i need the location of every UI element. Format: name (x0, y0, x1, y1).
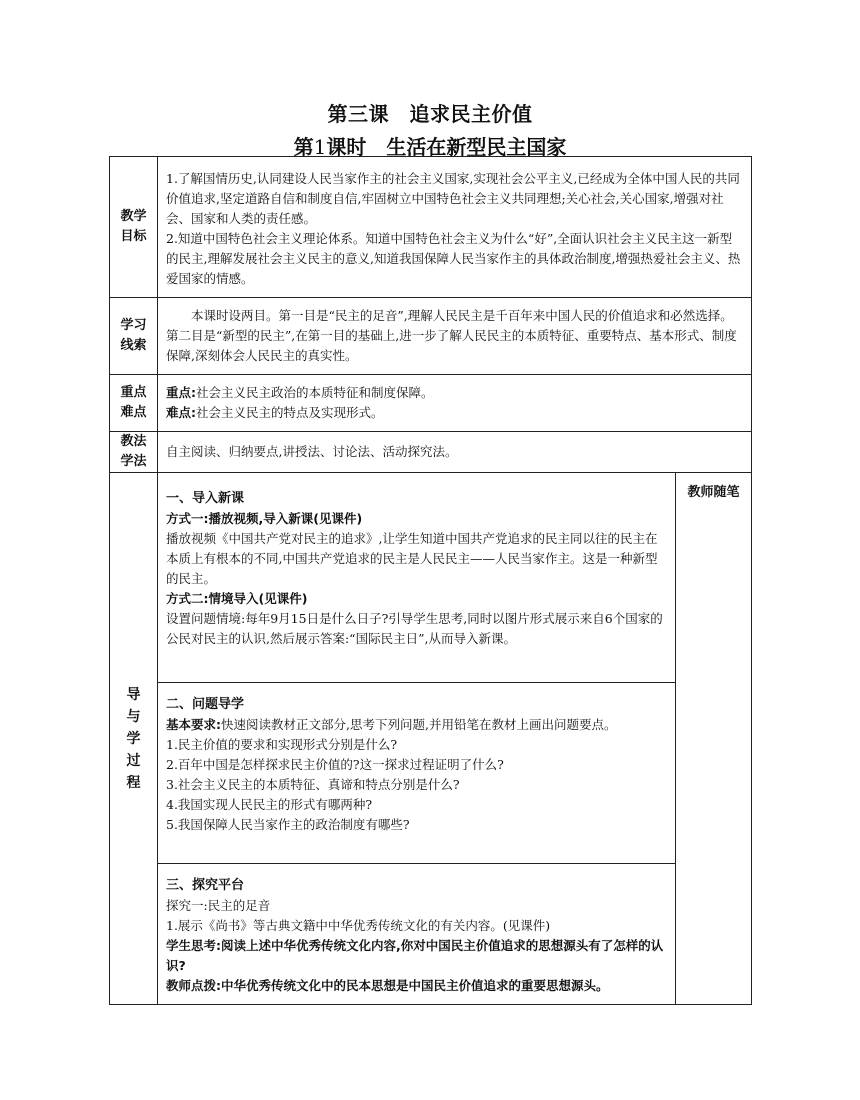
clue-content (158, 298, 752, 375)
teacher-guidance: 教师点拨:中华优秀传统文化中的民本思想是中国民主价值追求的重要思想源头。 (166, 978, 609, 993)
process-label-char-5: 程 (126, 774, 141, 791)
teacher-notes-column (676, 473, 752, 1005)
section-explore-heading: 三、探究平台 (166, 878, 245, 893)
objectives-label-line1: 教学 (120, 209, 147, 224)
objectives-content (158, 157, 752, 298)
student-thinking: 学生思考:阅读上述中华优秀传统文化内容,你对中国民主价值追求的思想源头有了怎样的认识? (166, 938, 664, 973)
intro-mode2-text: 设置问题情境:每年9月15日是什么日子?引导学生思考,同时以图片形式展示来自6个国家的公民对民主的认识,然后展示答案:“国际民主日”,从而导入新课。 (166, 611, 663, 646)
section-questions-heading: 二、问题导学 (166, 697, 245, 712)
question-item: 3.社会主义民主的本质特征、真谛和特点分别是什么? (166, 777, 460, 792)
basic-requirement (166, 715, 667, 735)
process-label (110, 473, 158, 1005)
difficult-point-text: 社会主义民主的特点及实现形式。 (196, 405, 384, 420)
section-intro-row (158, 473, 675, 683)
clue-label (110, 298, 158, 375)
methods-row (110, 432, 752, 473)
period-number: 1 (313, 135, 327, 159)
explore-item-1: 1.展示《尚书》等古典文籍中中华优秀传统文化的有关内容。(见课件) (166, 918, 551, 933)
methods-content (158, 432, 752, 473)
question-item: 4.我国实现人民民主的形式有哪两种? (166, 797, 373, 812)
period-suffix: 课时 生活在新型民主国家 (326, 135, 567, 159)
clue-label-line1: 学习 (120, 318, 147, 333)
explore-subheading: 探究一:民主的足音 (166, 898, 271, 913)
objective-1: 1.了解国情历史,认同建设人民当家作主的社会主义国家,实现社会公平主义,已经成为全体中国人民的共同价值追求,坚定道路自信和制度自信,牢固树立中国特色社会主义共同理想;关心社会,关心国家,增强对社会、国家和人类的责任感。 (166, 171, 740, 226)
section-explore (158, 864, 675, 1005)
objectives-row (110, 157, 752, 298)
process-label-char-1: 导 (126, 686, 141, 703)
objective-2: 2.知道中国特色社会主义理论体系。知道中国特色社会主义为什么“好”,全面认识社会主义民主这一新型的民主,理解发展社会主义民主的意义,知道我国保障人民当家作主的具体政治制度,增强热爱社会主义、热爱国家的情感。 (166, 231, 741, 286)
question-item: 2.百年中国是怎样探求民主价值的?这一探求过程证明了什么? (166, 757, 504, 772)
intro-mode2-title: 方式二:情境导入(见课件) (166, 591, 308, 606)
clue-text: 本课时设两目。第一目是“民主的足音”,理解人民民主是千百年来中国人民的价值追求和必然选择。第二目是“新型的民主”,在第一目的基础上,进一步了解人民民主的本质特征、重要特点、基本形式、制度保障,深刻体会人民民主的真实性。 (166, 308, 737, 363)
key-points-content (158, 375, 752, 432)
process-label-char-3: 学 (126, 730, 141, 747)
methods-text: 自主阅读、归纳要点,讲授法、讨论法、活动探究法。 (166, 444, 458, 459)
period-prefix: 第 (293, 135, 314, 159)
section-explore-row (158, 864, 675, 1005)
section-intro (158, 473, 675, 683)
process-row (110, 473, 752, 1005)
basic-requirement-label: 基本要求: (166, 717, 221, 732)
question-item: 5.我国保障人民当家作主的政治制度有哪些? (166, 817, 410, 832)
objectives-label-line2: 目标 (120, 229, 147, 244)
teacher-notes-header: 教师随笔 (687, 484, 740, 500)
process-content (158, 473, 676, 1005)
key-point-label: 重点: (166, 385, 196, 400)
intro-mode1-title: 方式一:播放视频,导入新课(见课件) (166, 511, 363, 526)
key-points-row (110, 375, 752, 432)
process-sections (158, 473, 675, 1004)
objectives-label (110, 157, 158, 298)
clue-row (110, 298, 752, 375)
key-point-text: 社会主义民主政治的本质特征和制度保障。 (196, 385, 434, 400)
question-item: 1.民主价值的要求和实现形式分别是什么? (166, 737, 398, 752)
clue-label-line2: 线索 (120, 338, 147, 353)
methods-label-line2: 学法 (120, 454, 147, 469)
methods-label-line1: 教法 (120, 434, 147, 449)
key-point (166, 383, 743, 403)
methods-label (110, 432, 158, 473)
difficult-point (166, 403, 743, 423)
process-label-char-4: 过 (126, 752, 141, 769)
basic-requirement-text: 快速阅读教材正文部分,思考下列问题,并用铅笔在教材上画出问题要点。 (221, 717, 617, 732)
process-label-char-2: 与 (126, 708, 141, 725)
teacher-notes (676, 473, 751, 507)
section-questions-row (158, 683, 675, 864)
intro-mode1-text: 播放视频《中国共产党对民主的追求》,让学生知道中国共产党追求的民主同以往的民主在本质上有根本的不同,中国共产党追求的民主是人民民主——人民当家作主。这是一种新型的民主。 (166, 531, 658, 586)
section-intro-heading: 一、导入新课 (166, 491, 245, 506)
section-questions (158, 683, 675, 864)
key-points-label-line2: 难点 (120, 405, 147, 420)
lesson-plan-table (109, 156, 752, 1005)
lesson-title: 第三课 追求民主价值 (327, 102, 533, 126)
key-points-label (110, 375, 158, 432)
key-points-label-line1: 重点 (120, 385, 147, 400)
difficult-point-label: 难点: (166, 405, 196, 420)
